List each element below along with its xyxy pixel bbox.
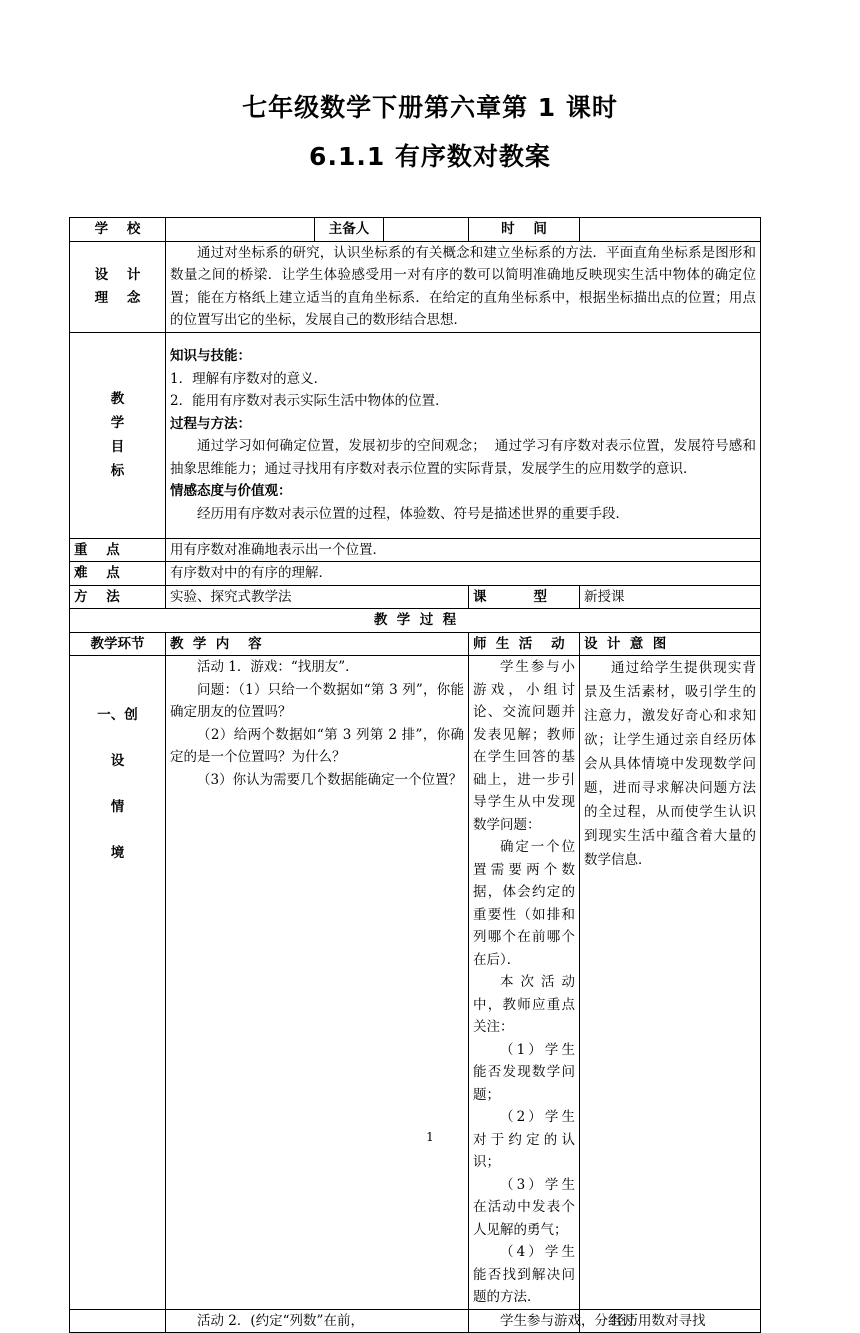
- stage1-intent: 通过给学生提供现实背景及生活素材，吸引学生的注意力，激发好奇心和求知欲；让学生通过亲自经历体会从具体情境中发现数学问题，进而寻求解决问题方法的全过程，从而使学生认识到现实生活中蕴含着大量的数学信息．: [580, 656, 761, 1310]
- preparer-value[interactable]: [384, 218, 469, 242]
- knowledge-heading: 知识与技能：: [170, 348, 251, 364]
- stage2-activity: 学生参与游戏，分组讨: [469, 1309, 580, 1333]
- time-value[interactable]: [580, 218, 761, 242]
- difficulty-row: [70, 562, 761, 586]
- attitude-heading: 情感态度与价值观：: [170, 483, 292, 499]
- col-intent: 设 计 意 图: [580, 632, 761, 656]
- design-concept-text: 通过对坐标系的研究，认识坐标系的有关概念和建立坐标系的方法．平面直角坐标系是图形和数量之间的桥梁．让学生体验感受用一对有序的数可以简明准确地反映现实生活中物体的确定位置；能在方格纸上建立适当的直角坐标系．在给定的直角坐标系中，根据坐标描出点的位置；用点的位置写出它的坐标，发展自己的数形结合思想．: [166, 241, 761, 332]
- lesson-plan-table: [69, 217, 761, 1333]
- lesson-type-value: 新授课: [580, 585, 761, 609]
- document-subtitle: 6.1.1 有序数对教案: [309, 142, 551, 171]
- difficulty-text: 有序数对中的有序的理解．: [166, 562, 761, 586]
- objectives-content: [166, 332, 761, 538]
- process-heading: 过程与方法：: [170, 415, 251, 432]
- objectives-label: 教 学 目 标: [70, 332, 166, 538]
- preparer-label: 主备人: [315, 218, 384, 242]
- process-title-row: [70, 609, 761, 633]
- stage2-row: [70, 1309, 761, 1333]
- header-row: [70, 218, 761, 242]
- method-text: 实验、探究式教学法: [166, 585, 469, 609]
- col-content: 教 学 内 容: [166, 632, 469, 656]
- school-value[interactable]: [166, 218, 315, 242]
- process-header-row: [70, 632, 761, 656]
- key-point-label: 重 点: [70, 538, 166, 562]
- attitude-text: 经历用有序数对表示位置的过程，体验数、符号是描述世界的重要手段．: [197, 505, 629, 522]
- knowledge-item-1: 1．理解有序数对的意义．: [170, 370, 328, 387]
- stage1-activity: 学生参与小游戏，小组讨论、交流问题并发表见解；教师在学生回答的基础上，进一步引导学生从中发现数学问题： 确定一个位置需要两个数据，体会约定的重要性（如排和列哪个在前哪个在后）． 本次活动中，教师应重点关注： （1）学生能否发现数学问题； （2）学生对于约定的认识； （3）学生在活动中发表个人见解的勇气； （4）学生能否找到解决问题的方法．: [469, 656, 580, 1310]
- process-title: 教 学 过 程: [70, 609, 761, 633]
- method-label: 方 法: [70, 585, 166, 609]
- lesson-type-label: 课 型: [469, 585, 580, 609]
- col-stage: 教学环节: [70, 632, 166, 656]
- document-title: 七年级数学下册第六章第 1 课时: [242, 93, 618, 122]
- design-label-line2: 理 念: [94, 289, 141, 306]
- key-point-row: [70, 538, 761, 562]
- stage2-content: 活动 2．(约定“列数”在前，: [166, 1309, 469, 1333]
- col-activity: 师 生 活 动: [469, 632, 580, 656]
- design-concept-row: [70, 241, 761, 332]
- stage1-row: [70, 656, 761, 1310]
- page-number: 1: [426, 1130, 434, 1144]
- stage1-content: 活动 1．游戏：“找朋友”． 问题：（1）只给一个数据如“第 3 列”，你能确定朋友的位置吗？ （2）给两个数据如“第 3 列第 2 排”，你确定的是一个位置吗？为什么？ （3）你认为需要几个数据能确定一个位置？: [166, 656, 469, 1310]
- stage2-intent: 经历用数对寻找: [580, 1309, 761, 1333]
- method-row: [70, 585, 761, 609]
- objectives-row: [70, 332, 761, 538]
- stage1-label: 一、创 设 情 境: [70, 656, 166, 1310]
- time-label: 时 间: [469, 218, 580, 242]
- key-point-text: 用有序数对准确地表示出一个位置．: [166, 538, 761, 562]
- knowledge-item-2: 2．能用有序数对表示实际生活中物体的位置．: [170, 393, 449, 409]
- school-label: 学 校: [70, 218, 166, 242]
- stage2-label: [70, 1309, 166, 1333]
- design-label-line1: 设 计: [94, 267, 141, 283]
- design-concept-label: [70, 241, 166, 332]
- process-text: 通过学习如何确定位置，发展初步的空间观念； 通过学习有序数对表示位置，发展符号感和抽象思维能力；通过寻找用有序数对表示位置的实际背景，发展学生的应用数学的意识．: [170, 438, 756, 477]
- difficulty-label: 难 点: [70, 562, 166, 586]
